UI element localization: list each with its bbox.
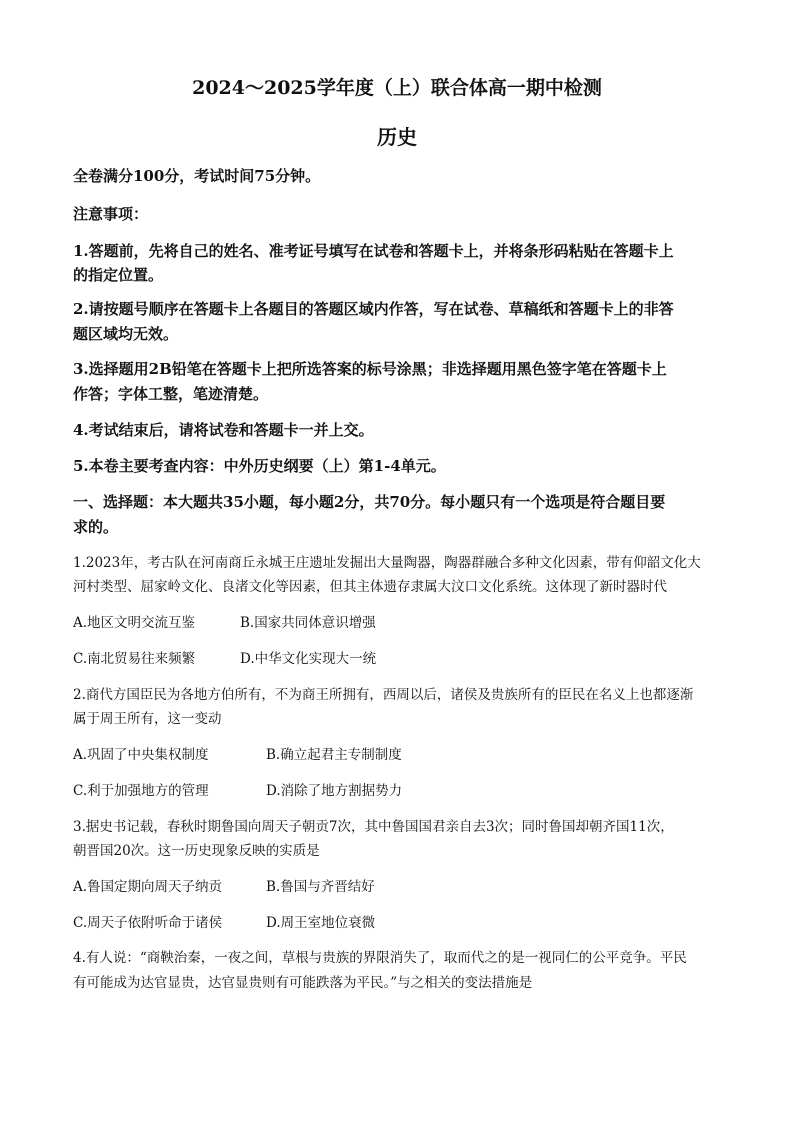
question-2-option-d[interactable]: D.消除了地方割据势力 xyxy=(266,783,403,799)
note-2-line-1: 2.请按题号顺序在答题卡上各题目的答题区域内作答，写在试卷、草稿纸和答题卡上的非答 xyxy=(73,300,674,318)
note-1-line-2: 的指定位置。 xyxy=(73,266,164,284)
question-1-option-b[interactable]: B.国家共同体意识增强 xyxy=(240,615,376,631)
question-1-option-a[interactable]: A.地区文明交流互鉴 xyxy=(73,615,196,631)
question-1-option-c[interactable]: C.南北贸易往来频繁 xyxy=(73,651,196,667)
question-3-stem-line-1: 3.据史书记载，春秋时期鲁国向周天子朝贡7次，其中鲁国国君亲自去3次；同时鲁国却朝齐国11次， xyxy=(73,819,674,835)
question-3-stem-line-2: 朝晋国20次。这一历史现象反映的实质是 xyxy=(73,843,320,859)
question-2-stem-line-1: 2.商代方国臣民为各地方伯所有，不为商王所拥有，西周以后，诸侯及贵族所有的臣民在名义上也都逐渐 xyxy=(73,687,694,703)
question-3-option-d[interactable]: D.周王室地位衰微 xyxy=(266,915,376,931)
full-score-note: 全卷满分100分，考试时间75分钟。 xyxy=(73,167,321,185)
question-4-stem-line-2: 有可能成为达官显贵，达官显贵则有可能跌落为平民。”与之相关的变法措施是 xyxy=(73,975,533,991)
question-4-stem-line-1: 4.有人说：“商鞅治秦，一夜之间，草根与贵族的界限消失了，取而代之的是一视同仁的公平竞争。平民 xyxy=(73,950,687,966)
question-1-option-d[interactable]: D.中华文化实现大一统 xyxy=(240,651,377,667)
question-3-option-b[interactable]: B.鲁国与齐晋结好 xyxy=(266,879,375,895)
note-3-line-2: 作答；字体工整，笔迹清楚。 xyxy=(73,385,269,403)
note-3-line-1: 3.选择题用2B铅笔在答题卡上把所选答案的标号涂黑；非选择题用黑色签字笔在答题卡上 xyxy=(73,360,667,378)
section-heading-line-2: 求的。 xyxy=(73,518,119,536)
question-2-option-b[interactable]: B.确立起君主专制制度 xyxy=(266,747,402,763)
exam-title: 2024～2025学年度（上）联合体高一期中检测 xyxy=(192,77,602,99)
subject-title: 历史 xyxy=(377,125,417,149)
note-1-line-1: 1.答题前，先将自己的姓名、准考证号填写在试卷和答题卡上，并将条形码粘贴在答题卡上 xyxy=(73,242,674,260)
notes-heading: 注意事项： xyxy=(73,205,149,223)
note-4: 4.考试结束后，请将试卷和答题卡一并上交。 xyxy=(73,421,374,439)
question-3-option-c[interactable]: C.周天子依附听命于诸侯 xyxy=(73,915,223,931)
note-5: 5.本卷主要考查内容：中外历史纲要（上）第1-4单元。 xyxy=(73,457,446,475)
question-2-stem-line-2: 属于周王所有，这一变动 xyxy=(73,711,222,727)
note-2-line-2: 题区域均无效。 xyxy=(73,325,179,343)
question-2-option-a[interactable]: A.巩固了中央集权制度 xyxy=(73,747,209,763)
question-2-option-c[interactable]: C.利于加强地方的管理 xyxy=(73,783,209,799)
question-3-option-a[interactable]: A.鲁国定期向周天子纳贡 xyxy=(73,879,223,895)
question-1-stem-line-2: 河村类型、屈家岭文化、良渚文化等因素，但其主体遗存隶属大汶口文化系统。这体现了新时器时代 xyxy=(73,579,667,595)
question-1-stem-line-1: 1.2023年，考古队在河南商丘永城王庄遗址发掘出大量陶器，陶器群融合多种文化因素，带有仰韶文化大 xyxy=(73,555,701,571)
section-heading-line-1: 一、选择题：本大题共35小题，每小题2分，共70分。每小题只有一个选项是符合题目要 xyxy=(73,493,666,511)
